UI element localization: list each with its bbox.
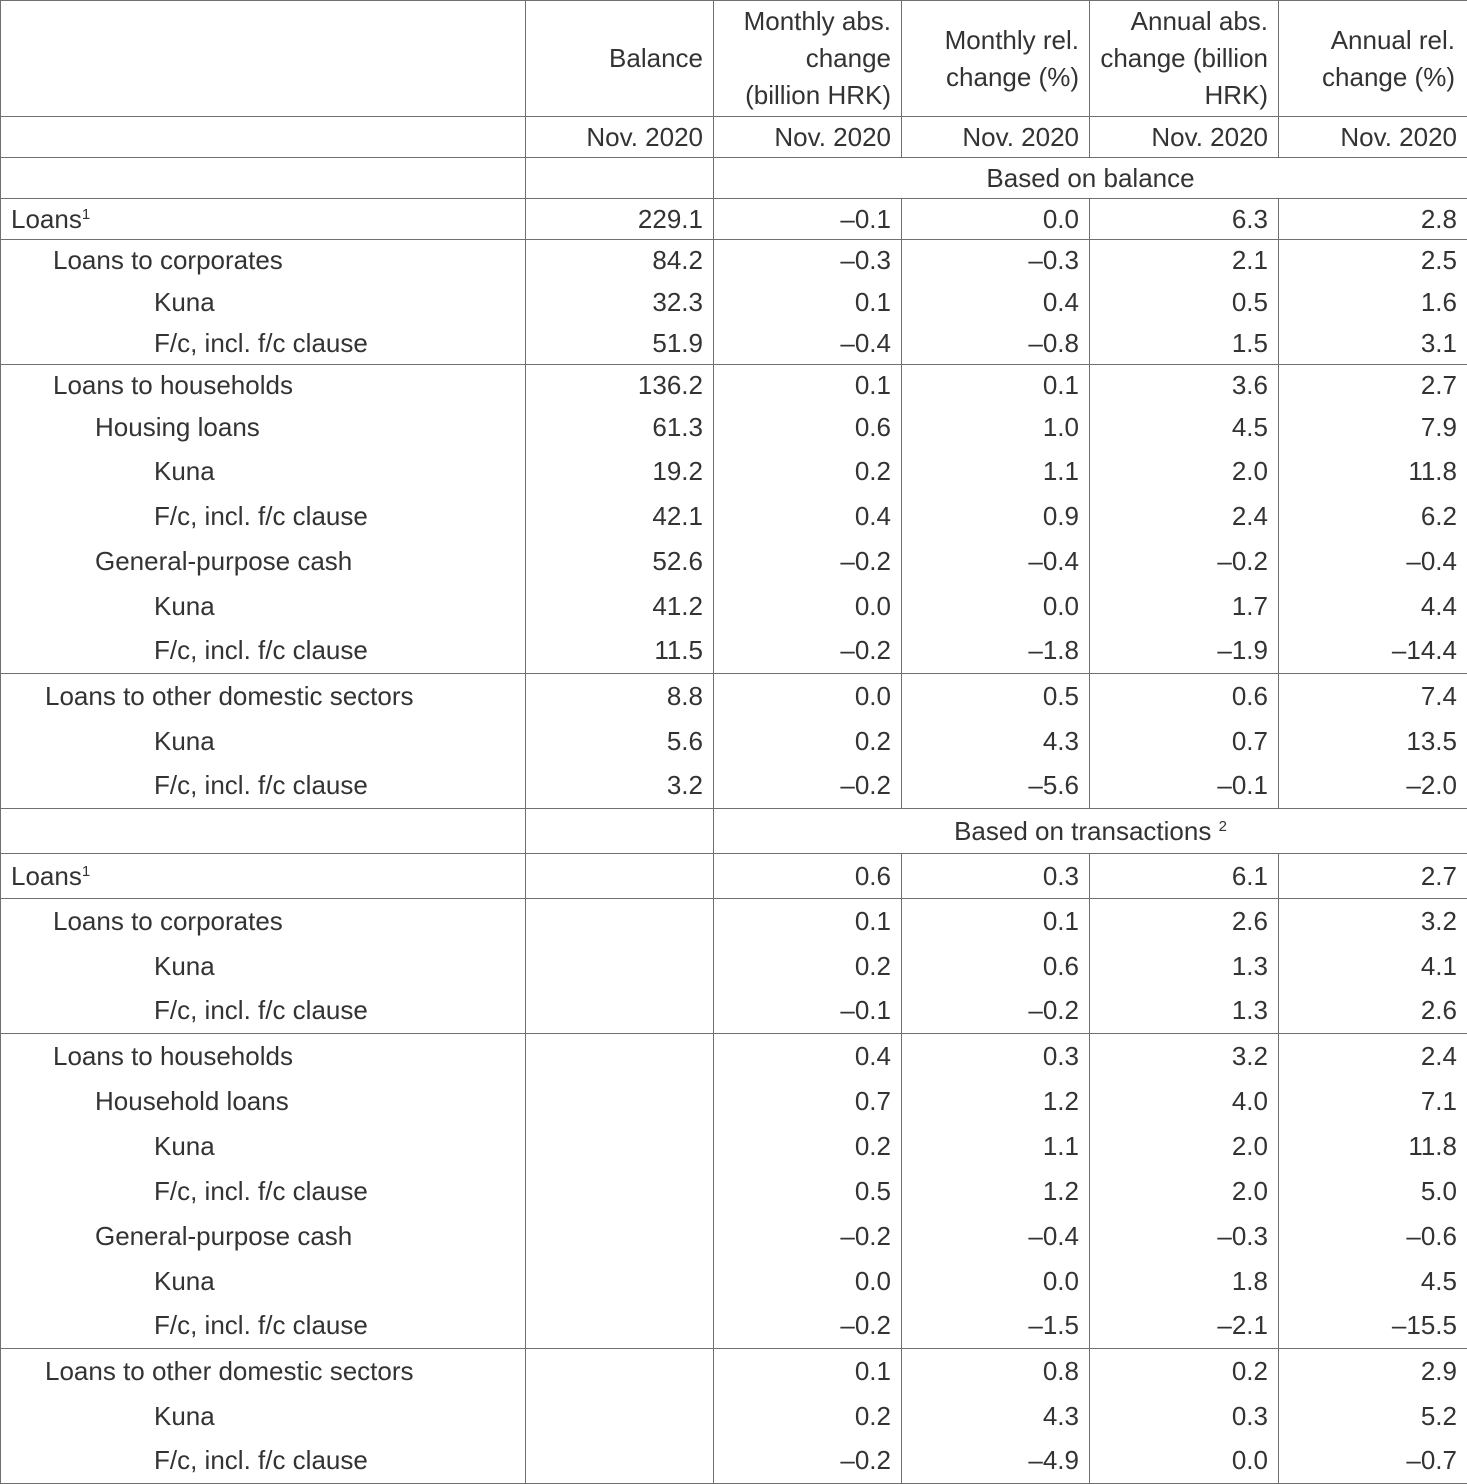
value-monthly-rel-change: –0.3 bbox=[902, 240, 1090, 282]
value-monthly-rel-change: –0.4 bbox=[902, 1214, 1090, 1259]
value-monthly-abs-change: 0.1 bbox=[714, 1349, 902, 1394]
value-annual-abs-change: 2.4 bbox=[1090, 494, 1279, 539]
value-annual-abs-change: 1.7 bbox=[1090, 584, 1279, 629]
value-annual-rel-change: 2.6 bbox=[1279, 989, 1467, 1034]
value-monthly-rel-change: 0.4 bbox=[902, 282, 1090, 324]
row-label-text: Loans to households bbox=[53, 370, 293, 400]
value-annual-abs-change: 6.1 bbox=[1090, 854, 1279, 899]
value-monthly-abs-change: –0.2 bbox=[714, 629, 902, 674]
value-annual-rel-change: 4.1 bbox=[1279, 944, 1467, 989]
row-label bbox=[1, 674, 526, 719]
value-annual-rel-change: 13.5 bbox=[1279, 719, 1467, 764]
row-label bbox=[1, 240, 526, 282]
value-balance bbox=[526, 1439, 714, 1484]
value-annual-abs-change: 6.3 bbox=[1090, 199, 1279, 240]
value-monthly-rel-change: 0.9 bbox=[902, 494, 1090, 539]
value-monthly-abs-change: –0.2 bbox=[714, 1304, 902, 1349]
header-balance: Balance bbox=[526, 1, 714, 117]
row-label-text: F/c, incl. f/c clause bbox=[154, 1176, 368, 1206]
value-annual-rel-change: 2.7 bbox=[1279, 854, 1467, 899]
value-monthly-abs-change: 0.7 bbox=[714, 1079, 902, 1124]
value-monthly-rel-change: 0.3 bbox=[902, 1034, 1090, 1079]
value-annual-abs-change: –0.2 bbox=[1090, 539, 1279, 584]
row-label bbox=[1, 1214, 526, 1259]
value-monthly-abs-change: –0.4 bbox=[714, 324, 902, 365]
table-row bbox=[1, 584, 1467, 629]
value-monthly-abs-change: 0.2 bbox=[714, 944, 902, 989]
table-row bbox=[1, 407, 1467, 449]
value-balance: 42.1 bbox=[526, 494, 714, 539]
value-annual-rel-change: 2.4 bbox=[1279, 1034, 1467, 1079]
value-monthly-rel-change: 0.1 bbox=[902, 899, 1090, 944]
value-annual-abs-change: 2.1 bbox=[1090, 240, 1279, 282]
row-label bbox=[1, 365, 526, 407]
period-cell: Nov. 2020 bbox=[1279, 117, 1467, 158]
value-balance bbox=[526, 1034, 714, 1079]
value-annual-abs-change: 0.6 bbox=[1090, 674, 1279, 719]
value-balance bbox=[526, 899, 714, 944]
row-label-text: Loans bbox=[11, 204, 82, 234]
value-annual-rel-change: 4.4 bbox=[1279, 584, 1467, 629]
value-balance: 136.2 bbox=[526, 365, 714, 407]
table-row bbox=[1, 324, 1467, 365]
value-monthly-abs-change: 0.2 bbox=[714, 719, 902, 764]
value-annual-rel-change: –0.7 bbox=[1279, 1439, 1467, 1484]
value-monthly-rel-change: 4.3 bbox=[902, 1394, 1090, 1439]
value-annual-abs-change: 0.5 bbox=[1090, 282, 1279, 324]
value-balance bbox=[526, 1349, 714, 1394]
period-corner bbox=[1, 117, 526, 158]
value-balance: 61.3 bbox=[526, 407, 714, 449]
row-label-text: Kuna bbox=[154, 287, 215, 317]
value-monthly-rel-change: 0.0 bbox=[902, 584, 1090, 629]
row-label-text: Loans bbox=[11, 861, 82, 891]
table-row bbox=[1, 199, 1467, 240]
value-annual-rel-change: 4.5 bbox=[1279, 1259, 1467, 1304]
value-balance bbox=[526, 1079, 714, 1124]
table-row bbox=[1, 1124, 1467, 1169]
row-label bbox=[1, 1034, 526, 1079]
value-monthly-abs-change: –0.1 bbox=[714, 989, 902, 1034]
value-monthly-abs-change: 0.6 bbox=[714, 407, 902, 449]
value-monthly-rel-change: 0.6 bbox=[902, 944, 1090, 989]
table-row bbox=[1, 674, 1467, 719]
value-annual-abs-change: 1.5 bbox=[1090, 324, 1279, 365]
column-header-row bbox=[1, 1, 1467, 117]
row-label bbox=[1, 449, 526, 494]
footnote-marker: 2 bbox=[1219, 818, 1227, 835]
row-label-text: F/c, incl. f/c clause bbox=[154, 770, 368, 800]
row-label-text: Kuna bbox=[154, 726, 215, 756]
row-label-text: F/c, incl. f/c clause bbox=[154, 1310, 368, 1340]
row-label bbox=[1, 989, 526, 1034]
value-monthly-abs-change: 0.2 bbox=[714, 1124, 902, 1169]
value-balance bbox=[526, 1169, 714, 1214]
value-annual-rel-change: –2.0 bbox=[1279, 764, 1467, 809]
table-row bbox=[1, 1349, 1467, 1394]
period-row bbox=[1, 117, 1467, 158]
value-monthly-abs-change: 0.6 bbox=[714, 854, 902, 899]
value-monthly-rel-change: –0.8 bbox=[902, 324, 1090, 365]
value-monthly-abs-change: –0.3 bbox=[714, 240, 902, 282]
row-label bbox=[1, 584, 526, 629]
value-monthly-rel-change: –0.4 bbox=[902, 539, 1090, 584]
value-balance: 32.3 bbox=[526, 282, 714, 324]
row-label bbox=[1, 1079, 526, 1124]
value-monthly-rel-change: 1.1 bbox=[902, 1124, 1090, 1169]
value-balance: 8.8 bbox=[526, 674, 714, 719]
value-annual-abs-change: 2.0 bbox=[1090, 1124, 1279, 1169]
value-balance bbox=[526, 1304, 714, 1349]
table-body bbox=[1, 158, 1467, 1484]
table-row bbox=[1, 1439, 1467, 1484]
value-monthly-rel-change: 0.1 bbox=[902, 365, 1090, 407]
row-label-text: Kuna bbox=[154, 951, 215, 981]
value-monthly-abs-change: 0.1 bbox=[714, 282, 902, 324]
table-row bbox=[1, 1304, 1467, 1349]
value-annual-abs-change: 4.0 bbox=[1090, 1079, 1279, 1124]
value-annual-rel-change: 2.9 bbox=[1279, 1349, 1467, 1394]
value-annual-rel-change: 2.5 bbox=[1279, 240, 1467, 282]
row-label bbox=[1, 854, 526, 899]
row-label bbox=[1, 1349, 526, 1394]
value-annual-abs-change: 0.3 bbox=[1090, 1394, 1279, 1439]
value-monthly-rel-change: 0.5 bbox=[902, 674, 1090, 719]
value-annual-abs-change: –0.1 bbox=[1090, 764, 1279, 809]
value-monthly-rel-change: 4.3 bbox=[902, 719, 1090, 764]
table-row bbox=[1, 1214, 1467, 1259]
value-annual-abs-change: 2.6 bbox=[1090, 899, 1279, 944]
row-label bbox=[1, 282, 526, 324]
table-row bbox=[1, 1394, 1467, 1439]
section-title-text: Based on transactions bbox=[954, 816, 1211, 846]
row-label bbox=[1, 629, 526, 674]
value-annual-rel-change: 7.4 bbox=[1279, 674, 1467, 719]
value-balance: 51.9 bbox=[526, 324, 714, 365]
value-annual-rel-change: 11.8 bbox=[1279, 449, 1467, 494]
value-monthly-abs-change: 0.4 bbox=[714, 494, 902, 539]
table-row bbox=[1, 282, 1467, 324]
header-annual-rel-change: Annual rel. change (%) bbox=[1279, 1, 1467, 117]
value-annual-abs-change: 0.7 bbox=[1090, 719, 1279, 764]
section-title bbox=[714, 809, 1467, 854]
value-balance: 84.2 bbox=[526, 240, 714, 282]
value-monthly-abs-change: –0.2 bbox=[714, 1439, 902, 1484]
table-row bbox=[1, 240, 1467, 282]
value-balance bbox=[526, 1394, 714, 1439]
value-annual-rel-change: 7.9 bbox=[1279, 407, 1467, 449]
value-annual-rel-change: –0.6 bbox=[1279, 1214, 1467, 1259]
row-label-text: Loans to corporates bbox=[53, 906, 283, 936]
value-annual-rel-change: 11.8 bbox=[1279, 1124, 1467, 1169]
value-monthly-abs-change: –0.2 bbox=[714, 539, 902, 584]
row-label-text: F/c, incl. f/c clause bbox=[154, 328, 368, 358]
value-monthly-abs-change: 0.2 bbox=[714, 449, 902, 494]
row-label bbox=[1, 1259, 526, 1304]
row-label bbox=[1, 899, 526, 944]
section-header-row bbox=[1, 158, 1467, 199]
period-cell: Nov. 2020 bbox=[1090, 117, 1279, 158]
value-annual-rel-change: 2.8 bbox=[1279, 199, 1467, 240]
value-annual-rel-change: –15.5 bbox=[1279, 1304, 1467, 1349]
value-annual-abs-change: 1.3 bbox=[1090, 944, 1279, 989]
header-monthly-abs-change: Monthly abs. change (billion HRK) bbox=[714, 1, 902, 117]
value-balance bbox=[526, 1124, 714, 1169]
row-label bbox=[1, 1124, 526, 1169]
section-label-empty bbox=[1, 158, 526, 199]
value-monthly-abs-change: 0.0 bbox=[714, 584, 902, 629]
value-annual-rel-change: –14.4 bbox=[1279, 629, 1467, 674]
row-label bbox=[1, 1304, 526, 1349]
value-balance bbox=[526, 989, 714, 1034]
value-balance bbox=[526, 1259, 714, 1304]
period-cell: Nov. 2020 bbox=[902, 117, 1090, 158]
value-balance bbox=[526, 944, 714, 989]
value-monthly-abs-change: –0.2 bbox=[714, 764, 902, 809]
row-label-text: F/c, incl. f/c clause bbox=[154, 995, 368, 1025]
value-annual-rel-change: 2.7 bbox=[1279, 365, 1467, 407]
value-balance: 5.6 bbox=[526, 719, 714, 764]
table-row bbox=[1, 494, 1467, 539]
row-label-text: Kuna bbox=[154, 1401, 215, 1431]
table-row bbox=[1, 719, 1467, 764]
value-balance: 52.6 bbox=[526, 539, 714, 584]
value-monthly-abs-change: 0.5 bbox=[714, 1169, 902, 1214]
row-label-text: Kuna bbox=[154, 1131, 215, 1161]
table-row bbox=[1, 764, 1467, 809]
header-annual-abs-change: Annual abs. change (billion HRK) bbox=[1090, 1, 1279, 117]
value-monthly-abs-change: 0.0 bbox=[714, 1259, 902, 1304]
value-monthly-rel-change: 0.0 bbox=[902, 1259, 1090, 1304]
row-label-text: Kuna bbox=[154, 591, 215, 621]
row-label-text: Loans to other domestic sectors bbox=[45, 1356, 414, 1386]
row-label bbox=[1, 539, 526, 584]
row-label-text: Loans to corporates bbox=[53, 245, 283, 275]
section-label-empty bbox=[1, 809, 526, 854]
section-balance-empty bbox=[526, 158, 714, 199]
table-row bbox=[1, 989, 1467, 1034]
footnote-marker: 1 bbox=[82, 206, 90, 223]
row-label bbox=[1, 764, 526, 809]
table-row bbox=[1, 854, 1467, 899]
value-annual-rel-change: 3.2 bbox=[1279, 899, 1467, 944]
value-monthly-abs-change: 0.1 bbox=[714, 899, 902, 944]
value-monthly-rel-change: –1.5 bbox=[902, 1304, 1090, 1349]
section-balance-empty bbox=[526, 809, 714, 854]
value-balance: 19.2 bbox=[526, 449, 714, 494]
row-label-text: General-purpose cash bbox=[95, 1221, 352, 1251]
value-annual-abs-change: 1.8 bbox=[1090, 1259, 1279, 1304]
period-cell: Nov. 2020 bbox=[714, 117, 902, 158]
value-monthly-rel-change: –0.2 bbox=[902, 989, 1090, 1034]
row-label-text: Loans to other domestic sectors bbox=[45, 681, 414, 711]
value-monthly-rel-change: –5.6 bbox=[902, 764, 1090, 809]
value-monthly-abs-change: 0.4 bbox=[714, 1034, 902, 1079]
value-annual-rel-change: –0.4 bbox=[1279, 539, 1467, 584]
value-monthly-rel-change: –4.9 bbox=[902, 1439, 1090, 1484]
value-annual-abs-change: 2.0 bbox=[1090, 1169, 1279, 1214]
value-annual-rel-change: 5.0 bbox=[1279, 1169, 1467, 1214]
table-row bbox=[1, 539, 1467, 584]
value-balance bbox=[526, 854, 714, 899]
section-header-row bbox=[1, 809, 1467, 854]
value-balance: 11.5 bbox=[526, 629, 714, 674]
row-label bbox=[1, 494, 526, 539]
value-balance: 3.2 bbox=[526, 764, 714, 809]
value-annual-rel-change: 5.2 bbox=[1279, 1394, 1467, 1439]
row-label-text: Housing loans bbox=[95, 412, 260, 442]
value-monthly-rel-change: 0.3 bbox=[902, 854, 1090, 899]
value-balance: 41.2 bbox=[526, 584, 714, 629]
value-balance bbox=[526, 1214, 714, 1259]
row-label bbox=[1, 324, 526, 365]
row-label bbox=[1, 719, 526, 764]
row-label-text: Household loans bbox=[95, 1086, 289, 1116]
value-monthly-rel-change: 1.1 bbox=[902, 449, 1090, 494]
value-annual-abs-change: 4.5 bbox=[1090, 407, 1279, 449]
value-annual-rel-change: 6.2 bbox=[1279, 494, 1467, 539]
section-title bbox=[714, 158, 1467, 199]
value-annual-abs-change: 1.3 bbox=[1090, 989, 1279, 1034]
value-annual-abs-change: 2.0 bbox=[1090, 449, 1279, 494]
row-label bbox=[1, 1169, 526, 1214]
row-label bbox=[1, 944, 526, 989]
table-row bbox=[1, 449, 1467, 494]
row-label-text: Loans to households bbox=[53, 1041, 293, 1071]
value-monthly-rel-change: 1.2 bbox=[902, 1079, 1090, 1124]
value-monthly-abs-change: 0.1 bbox=[714, 365, 902, 407]
value-annual-rel-change: 7.1 bbox=[1279, 1079, 1467, 1124]
value-monthly-abs-change: 0.2 bbox=[714, 1394, 902, 1439]
value-balance: 229.1 bbox=[526, 199, 714, 240]
table-row bbox=[1, 1169, 1467, 1214]
table-row bbox=[1, 365, 1467, 407]
period-cell: Nov. 2020 bbox=[526, 117, 714, 158]
table-row bbox=[1, 1034, 1467, 1079]
value-monthly-rel-change: –1.8 bbox=[902, 629, 1090, 674]
row-label-text: Kuna bbox=[154, 456, 215, 486]
value-annual-rel-change: 1.6 bbox=[1279, 282, 1467, 324]
section-title-text: Based on balance bbox=[986, 163, 1194, 193]
table-row bbox=[1, 1259, 1467, 1304]
row-label bbox=[1, 1394, 526, 1439]
table-row bbox=[1, 944, 1467, 989]
value-annual-rel-change: 3.1 bbox=[1279, 324, 1467, 365]
value-monthly-abs-change: 0.0 bbox=[714, 674, 902, 719]
row-label-text: F/c, incl. f/c clause bbox=[154, 1445, 368, 1475]
value-monthly-abs-change: –0.1 bbox=[714, 199, 902, 240]
header-corner bbox=[1, 1, 526, 117]
value-monthly-rel-change: 1.0 bbox=[902, 407, 1090, 449]
table-row bbox=[1, 1079, 1467, 1124]
row-label-text: Kuna bbox=[154, 1266, 215, 1296]
value-annual-abs-change: –2.1 bbox=[1090, 1304, 1279, 1349]
header-monthly-rel-change: Monthly rel. change (%) bbox=[902, 1, 1090, 117]
table-row bbox=[1, 899, 1467, 944]
row-label bbox=[1, 1439, 526, 1484]
row-label-text: F/c, incl. f/c clause bbox=[154, 635, 368, 665]
row-label bbox=[1, 407, 526, 449]
value-annual-abs-change: 0.0 bbox=[1090, 1439, 1279, 1484]
row-label bbox=[1, 199, 526, 240]
value-monthly-rel-change: 1.2 bbox=[902, 1169, 1090, 1214]
row-label-text: General-purpose cash bbox=[95, 546, 352, 576]
table-row bbox=[1, 629, 1467, 674]
value-annual-abs-change: –1.9 bbox=[1090, 629, 1279, 674]
value-annual-abs-change: –0.3 bbox=[1090, 1214, 1279, 1259]
value-monthly-rel-change: 0.0 bbox=[902, 199, 1090, 240]
footnote-marker: 1 bbox=[82, 863, 90, 880]
value-annual-abs-change: 0.2 bbox=[1090, 1349, 1279, 1394]
value-annual-abs-change: 3.2 bbox=[1090, 1034, 1279, 1079]
value-monthly-rel-change: 0.8 bbox=[902, 1349, 1090, 1394]
value-annual-abs-change: 3.6 bbox=[1090, 365, 1279, 407]
value-monthly-abs-change: –0.2 bbox=[714, 1214, 902, 1259]
row-label-text: F/c, incl. f/c clause bbox=[154, 501, 368, 531]
